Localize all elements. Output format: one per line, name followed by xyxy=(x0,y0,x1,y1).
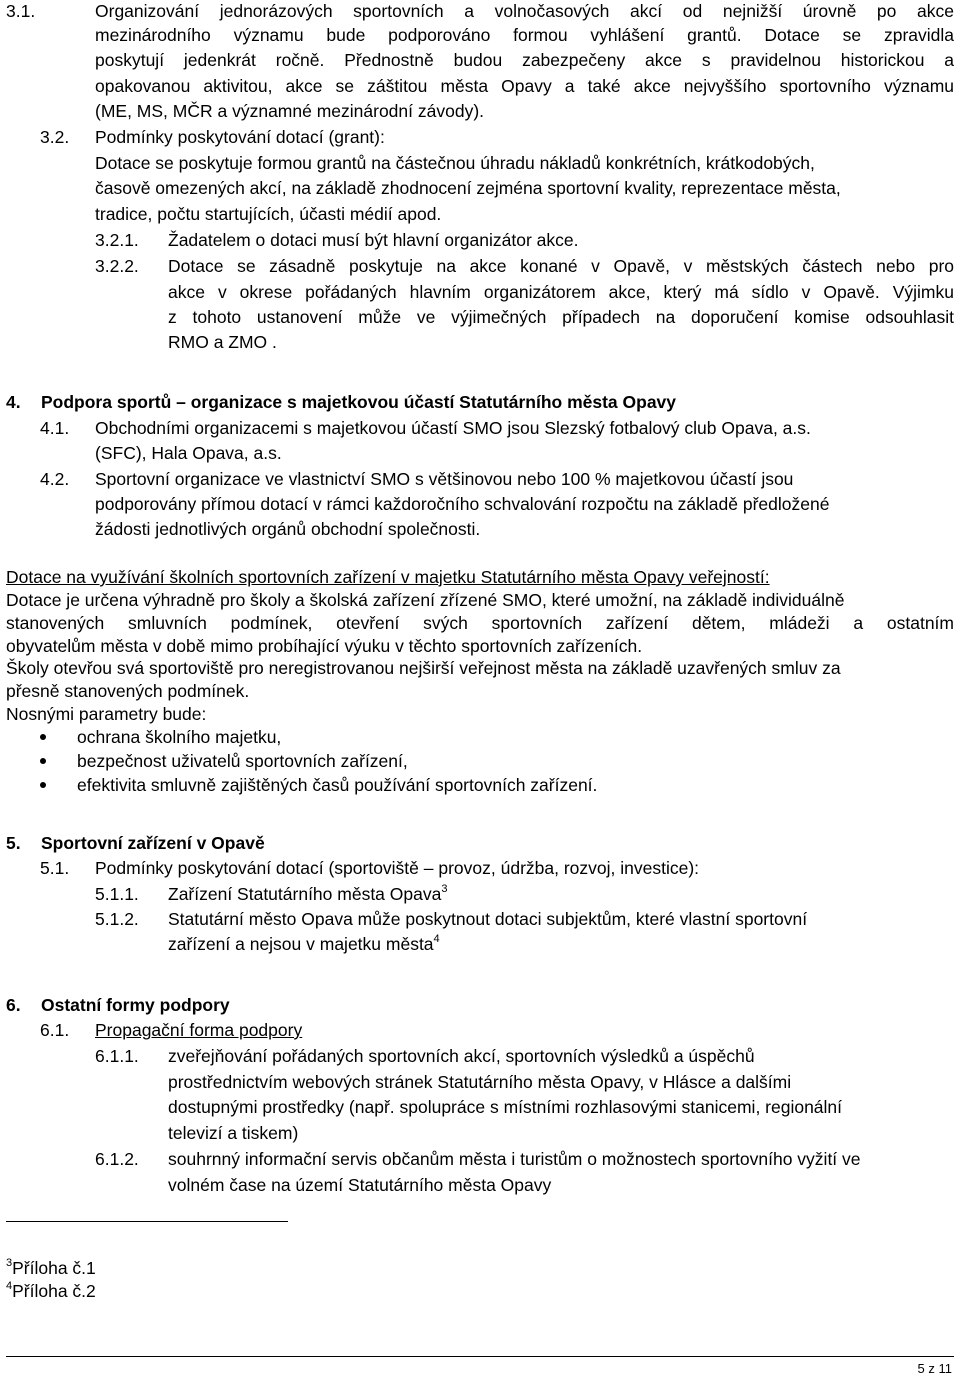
section-3-1-line-1: Organizování jednorázových sportovních a volnočasových akcí od nejnižší úrovně po akce xyxy=(95,1,954,21)
page-number: 5 z 11 xyxy=(917,1361,952,1376)
section-5-number: 5. xyxy=(6,833,21,853)
section-4-2-line-2: podporovány přímou dotací v rámci každoročního schvalování rozpočtu na základě předložené xyxy=(95,494,830,514)
section-4-1-number: 4.1. xyxy=(40,418,70,438)
section-6-1-2-line-1: souhrnný informační servis občanům města i turistům o možnostech sportovního vyžití ve xyxy=(168,1149,861,1169)
schools-paragraph-2-line-2: přesně stanovených podmínek. xyxy=(6,681,250,701)
schools-heading: Dotace na využívání školních sportovních zařízení v majetku Statutárního města Opavy veřejností: xyxy=(6,567,770,587)
section-5-1-1-text xyxy=(168,883,447,905)
section-3-2-2-line-3: z tohoto ustanovení může ve výjimečných případech na doporučení komise odsouhlasit xyxy=(168,307,954,327)
section-3-2-2-line-4: RMO a ZMO . xyxy=(168,332,277,352)
section-5-1-text: Podmínky poskytování dotací (sportoviště – provoz, údržba, rozvoj, investice): xyxy=(95,858,700,878)
bullet-1-text: ochrana školního majetku, xyxy=(77,727,282,747)
schools-paragraph-3: Nosnými parametry bude: xyxy=(6,704,207,724)
section-6-1-1-number: 6.1.1. xyxy=(95,1046,139,1066)
section-6-1-1-line-4: televizí a tiskem) xyxy=(168,1123,299,1143)
section-4-2-line-1: Sportovní organizace ve vlastnictví SMO s většinovou nebo 100 % majetkovou účastí jsou xyxy=(95,469,794,489)
section-3-1-line-3: poskytují jedenkrát ročně. Přednostně budou zabezpečeny akce s pravidelnou historickou a xyxy=(95,50,954,70)
section-3-2-line-2: Dotace se poskytuje formou grantů na částečnou úhradu nákladů konkrétních, krátkodobých, xyxy=(95,153,815,173)
bullet-1-marker xyxy=(40,734,46,740)
section-6-1-1-line-1: zveřejňování pořádaných sportovních akcí, sportovních výsledků a úspěchů xyxy=(168,1046,755,1066)
section-3-2-1-number: 3.2.1. xyxy=(95,230,139,250)
section-3-2-line-3: časově omezených akcí, na základě zhodnocení zejména sportovní kvality, reprezentace města, xyxy=(95,178,841,198)
bullet-3-text: efektivita smluvně zajištěných časů používání sportovních zařízení. xyxy=(77,775,598,795)
section-6-title: Ostatní formy podpory xyxy=(41,995,230,1015)
section-5-title: Sportovní zařízení v Opavě xyxy=(41,833,265,853)
footnote-separator xyxy=(6,1221,288,1222)
section-6-1-text: Propagační forma podpory xyxy=(95,1020,303,1040)
section-4-1-line-2: (SFC), Hala Opava, a.s. xyxy=(95,443,282,463)
section-4-title: Podpora sportů – organizace s majetkovou účastí Statutárního města Opavy xyxy=(41,392,677,412)
bullet-2-text: bezpečnost uživatelů sportovních zařízení, xyxy=(77,751,408,771)
section-5-1-2-line-1: Statutární město Opava může poskytnout dotaci subjektům, které vlastní sportovní xyxy=(168,909,808,929)
bullet-3-marker xyxy=(40,782,46,788)
section-3-1-number: 3.1. xyxy=(6,1,36,21)
schools-paragraph-2-line-1: Školy otevřou svá sportoviště pro neregistrovanou nejširší veřejnost města na základě uzavřených smluv za xyxy=(6,658,841,678)
section-3-2-1-text: Žadatelem o dotaci musí být hlavní organizátor akce. xyxy=(168,230,579,250)
section-6-1-2-number: 6.1.2. xyxy=(95,1149,139,1169)
section-3-2-2-line-1: Dotace se zásadně poskytuje na akce konané v Opavě, v městských částech nebo pro xyxy=(168,256,954,276)
section-5-1-2-number: 5.1.2. xyxy=(95,909,139,929)
section-6-1-number: 6.1. xyxy=(40,1020,70,1040)
section-5-1-number: 5.1. xyxy=(40,858,70,878)
footnote-4 xyxy=(6,1280,96,1302)
schools-paragraph-1-line-2: stanovených smluvních podmínek, otevření svých sportovních zařízení dětem, mládeži a ostatním xyxy=(6,613,954,633)
footnote-ref-3[interactable]: 3 xyxy=(441,883,448,896)
section-4-2-number: 4.2. xyxy=(40,469,70,489)
footnote-3-mark: 3 xyxy=(6,1257,13,1270)
section-5-1-2-line-2 xyxy=(168,933,440,955)
footer-rule xyxy=(6,1356,954,1357)
footnote-ref-4[interactable]: 4 xyxy=(433,933,440,946)
section-3-1-line-5: (ME, MS, MČR a významné mezinárodní závody). xyxy=(95,101,485,121)
footnote-4-mark: 4 xyxy=(6,1280,13,1293)
section-3-2-2-line-2: akce v okrese pořádaných hlavním organizátorem akce, který má sídlo v Opavě. Výjimku xyxy=(168,282,954,302)
section-6-1-1-line-2: prostřednictvím webových stránek Statutárního města Opavy, v Hlásce a dalšími xyxy=(168,1072,792,1092)
section-4-number: 4. xyxy=(6,392,21,412)
section-6-1-1-line-3: dostupnými prostředky (např. spolupráce s místními rozhlasovými stanicemi, regionální xyxy=(168,1097,843,1117)
section-3-1-line-4: opakovanou aktivitou, akce se záštitou města Opavy a také akce nejvyššího sportovního významu xyxy=(95,76,954,96)
section-6-1-2-line-2: volném čase na území Statutárního města Opavy xyxy=(168,1175,552,1195)
footnote-3-text: Příloha č.1 xyxy=(12,1258,96,1278)
section-4-2-line-3: žádosti jednotlivých orgánů obchodní společnosti. xyxy=(95,519,481,539)
section-6-number: 6. xyxy=(6,995,21,1015)
bullet-2-marker xyxy=(40,758,46,764)
section-3-2-2-number: 3.2.2. xyxy=(95,256,139,276)
section-3-2-number: 3.2. xyxy=(40,127,70,147)
section-3-2-line-4: tradice, počtu startujících, účasti médií apod. xyxy=(95,204,442,224)
section-5-1-2-label: zařízení a nejsou v majetku města xyxy=(168,934,434,954)
schools-paragraph-1-line-3: obyvatelům města v době mimo probíhající výuku v těchto sportovních zařízeních. xyxy=(6,636,643,656)
section-5-1-1-label: Zařízení Statutárního města Opava xyxy=(168,884,442,904)
section-3-1-line-2: mezinárodního významu bude podporováno formou vyhlášení grantů. Dotace se zpravidla xyxy=(95,25,954,45)
section-5-1-1-number: 5.1.1. xyxy=(95,884,139,904)
section-4-1-line-1: Obchodními organizacemi s majetkovou účastí SMO jsou Slezský fotbalový club Opava, a.s. xyxy=(95,418,811,438)
section-3-2-line-1: Podmínky poskytování dotací (grant): xyxy=(95,127,385,147)
schools-paragraph-1-line-1: Dotace je určena výhradně pro školy a školská zařízení zřízené SMO, které umožní, na základě individuálně xyxy=(6,590,845,610)
footnote-3 xyxy=(6,1257,96,1279)
footnote-4-text: Příloha č.2 xyxy=(12,1281,96,1301)
